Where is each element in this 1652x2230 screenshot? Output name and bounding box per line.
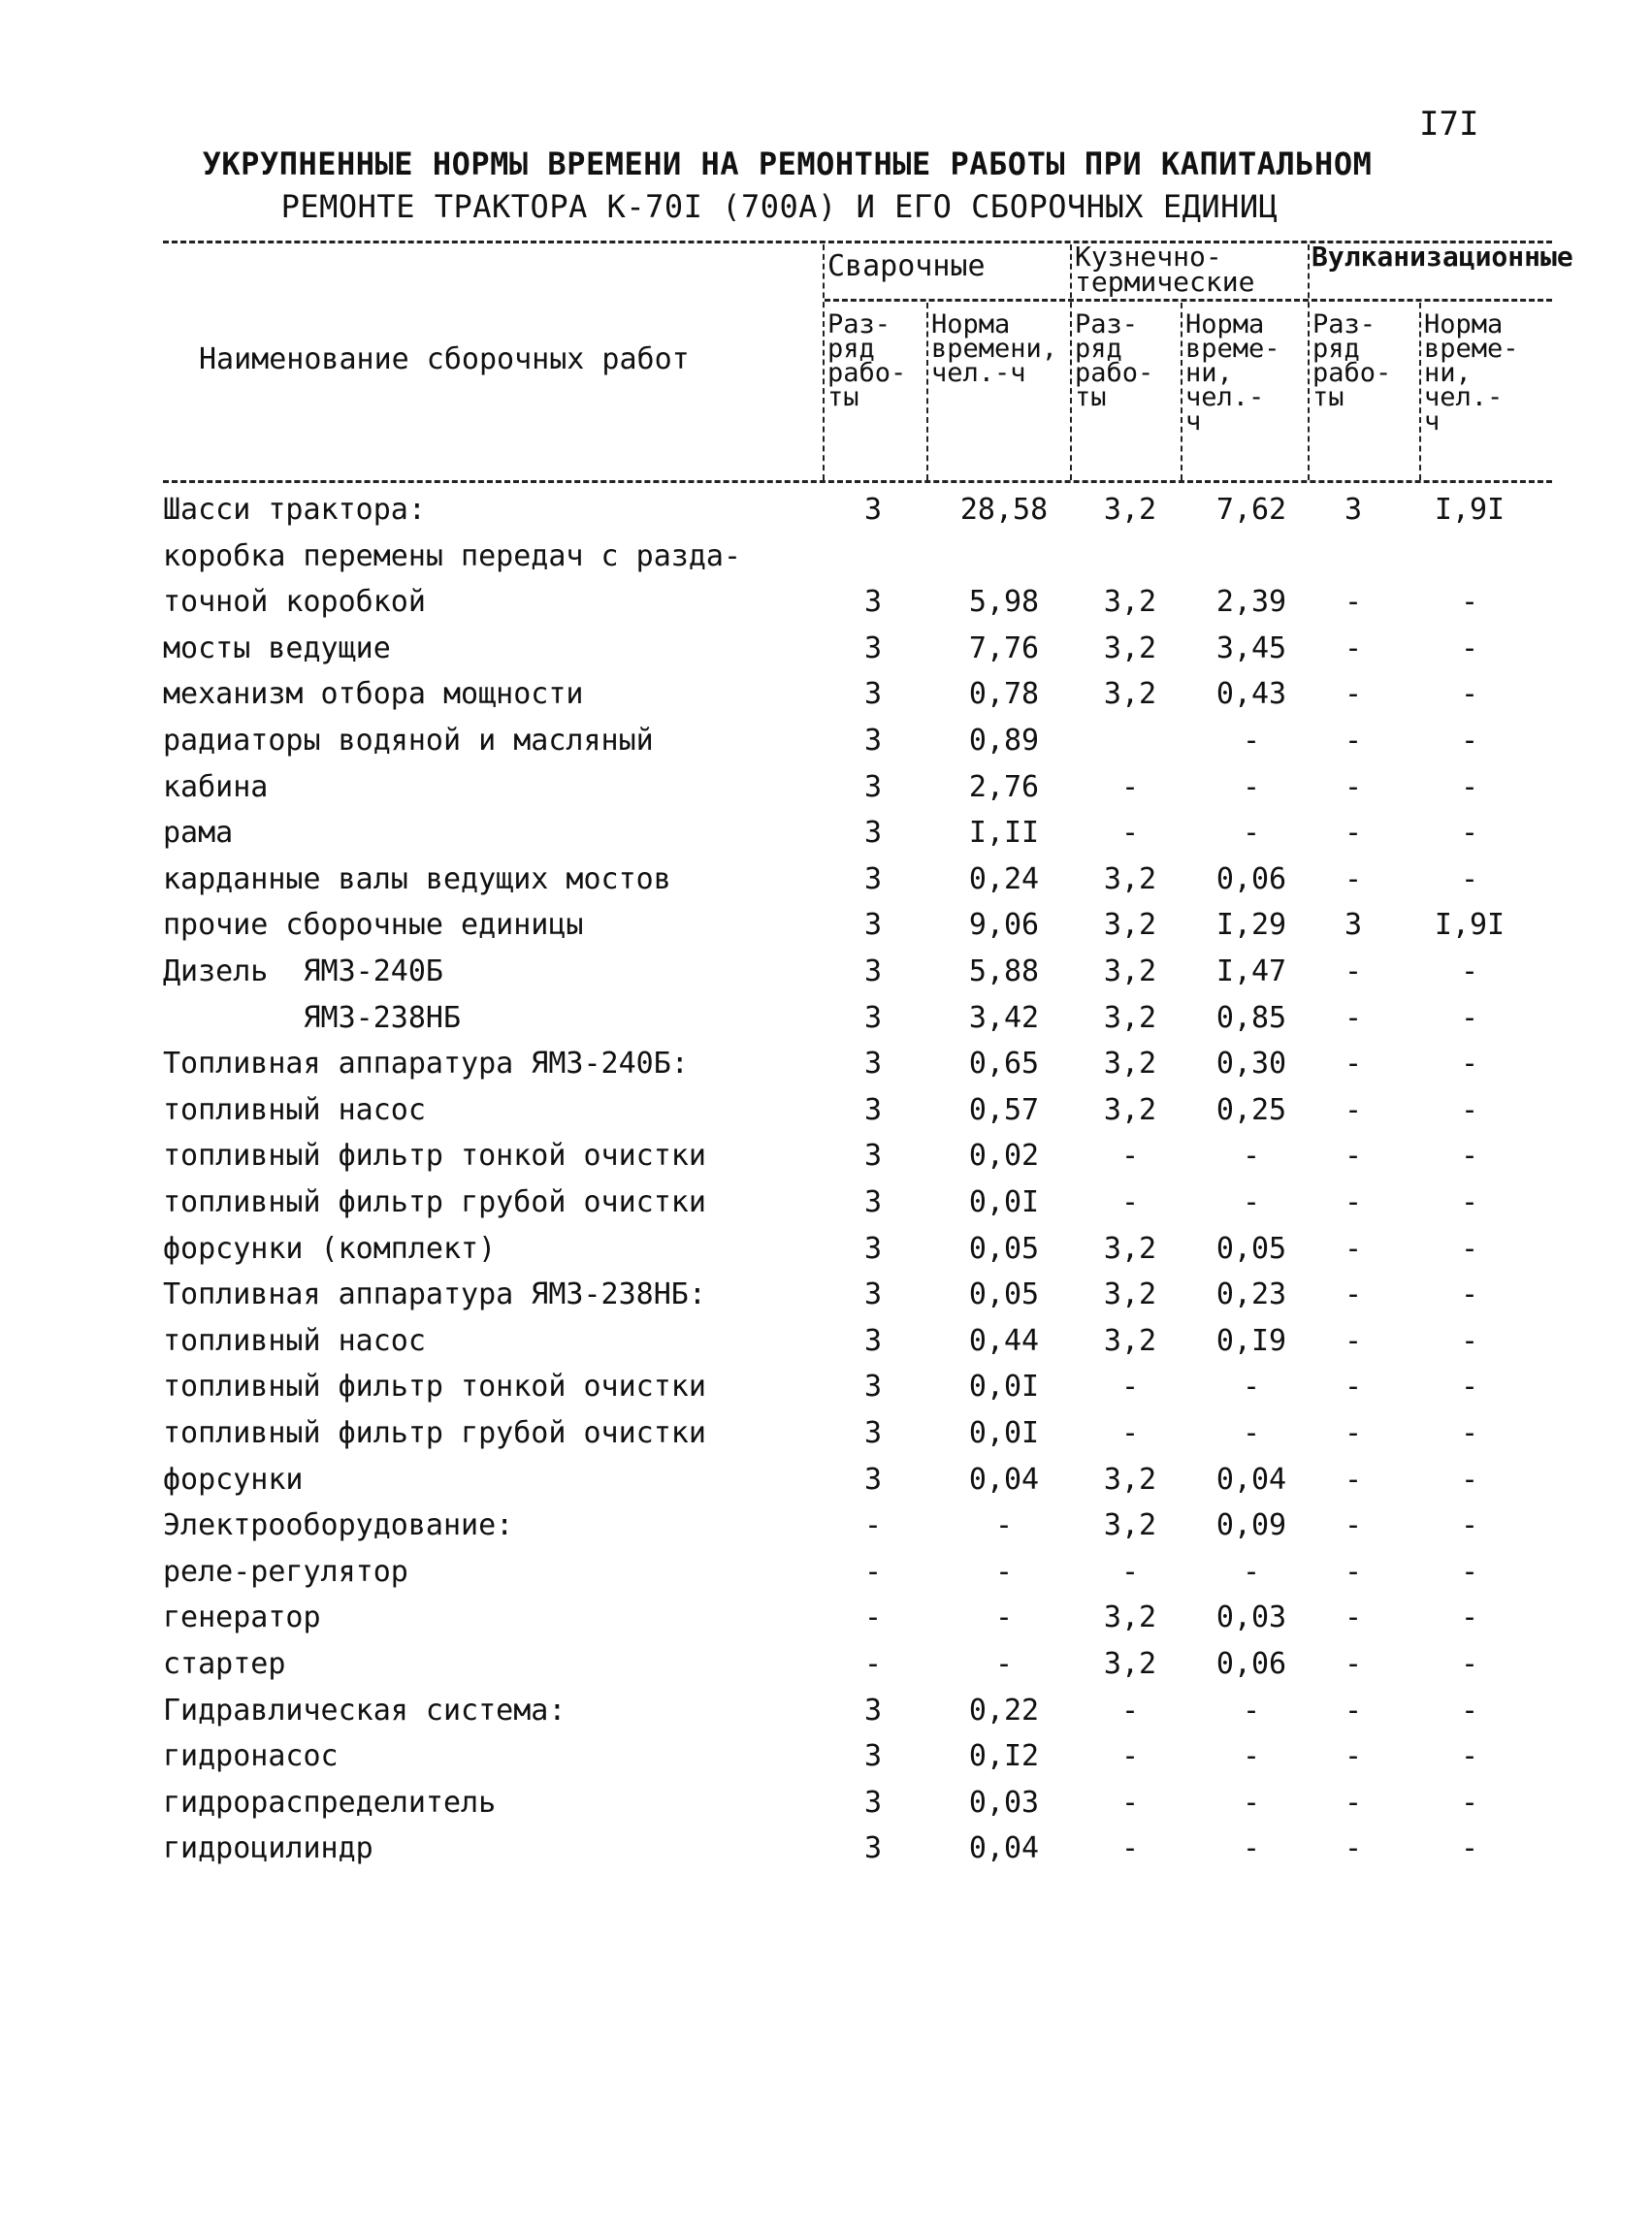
cell-vulcanizing-rank: - xyxy=(1344,1693,1363,1728)
row-name: механизм отбора мощности xyxy=(163,677,584,712)
cell-forging-norm: 2,39 xyxy=(1215,585,1287,620)
cell-vulcanizing-norm: - xyxy=(1460,1139,1479,1174)
cell-welding-norm: - xyxy=(994,1554,1014,1589)
cell-forging-rank: 3,2 xyxy=(1103,1462,1157,1497)
cell-forging-norm: - xyxy=(1242,1693,1261,1728)
cell-forging-norm: 0,03 xyxy=(1215,1600,1287,1635)
row-name: топливный фильтр тонкой очистки xyxy=(163,1139,706,1174)
cell-forging-norm: 0,85 xyxy=(1215,1000,1287,1035)
cell-vulcanizing-norm: - xyxy=(1460,816,1479,851)
cell-vulcanizing-rank: - xyxy=(1344,816,1363,851)
cell-vulcanizing-norm: I,9I xyxy=(1434,493,1506,527)
row-name: карданные валы ведущих мостов xyxy=(163,861,671,896)
cell-forging-rank: 3,2 xyxy=(1103,1508,1157,1543)
table-row xyxy=(0,810,1652,856)
cell-forging-norm: 0,I9 xyxy=(1215,1323,1287,1358)
header-group-rule xyxy=(825,299,1552,302)
cell-vulcanizing-norm: - xyxy=(1460,724,1479,758)
cell-welding-rank: 3 xyxy=(863,630,883,665)
table-row xyxy=(0,856,1652,902)
subheader-rank-2: Раз- ряд рабо- ты xyxy=(1075,309,1154,412)
cell-welding-rank: 3 xyxy=(863,816,883,851)
cell-vulcanizing-norm: - xyxy=(1460,1047,1479,1082)
table-row xyxy=(0,949,1652,994)
cell-vulcanizing-norm: I,9I xyxy=(1434,908,1506,943)
row-name: реле-регулятор xyxy=(163,1554,408,1589)
cell-welding-rank: 3 xyxy=(863,1370,883,1405)
document-title-line-2: РЕМОНТЕ ТРАКТОРА К-70I (700А) И ЕГО СБОРОЧНЫХ ЕДИНИЦ xyxy=(280,188,1279,225)
cell-vulcanizing-rank: - xyxy=(1344,1462,1363,1497)
col-divider xyxy=(1070,244,1072,480)
subheader-rank-1: Раз- ряд рабо- ты xyxy=(827,309,907,412)
cell-vulcanizing-rank: - xyxy=(1344,769,1363,804)
document-title-line-1: УКРУПНЕННЫЕ НОРМЫ ВРЕМЕНИ НА РЕМОНТНЫЕ РАБОТЫ ПРИ КАПИТАЛЬНОМ xyxy=(202,145,1373,182)
cell-vulcanizing-norm: - xyxy=(1460,1092,1479,1127)
cell-forging-norm: 0,06 xyxy=(1215,1647,1287,1681)
cell-forging-norm: I,29 xyxy=(1215,908,1287,943)
cell-welding-norm: 0,05 xyxy=(968,1231,1040,1266)
cell-forging-rank: 3,2 xyxy=(1103,1600,1157,1635)
cell-forging-norm: - xyxy=(1242,1139,1261,1174)
cell-forging-rank: 3,2 xyxy=(1103,1000,1157,1035)
cell-vulcanizing-norm: - xyxy=(1460,1600,1479,1635)
table-row xyxy=(0,1826,1652,1871)
cell-forging-rank: - xyxy=(1120,1139,1140,1174)
cell-forging-norm: 0,05 xyxy=(1215,1231,1287,1266)
cell-forging-norm: - xyxy=(1242,724,1261,758)
cell-vulcanizing-norm: - xyxy=(1460,1554,1479,1589)
cell-forging-rank: - xyxy=(1120,1185,1140,1219)
cell-welding-norm: 0,78 xyxy=(968,677,1040,712)
cell-forging-norm: 7,62 xyxy=(1215,493,1287,527)
cell-vulcanizing-rank: 3 xyxy=(1344,493,1363,527)
cell-vulcanizing-norm: - xyxy=(1460,1785,1479,1820)
cell-vulcanizing-rank: - xyxy=(1344,1047,1363,1082)
cell-welding-norm: I,II xyxy=(968,816,1040,851)
table-row xyxy=(0,533,1652,579)
cell-vulcanizing-rank: - xyxy=(1344,954,1363,988)
cell-welding-norm: 0,0I xyxy=(968,1416,1040,1450)
cell-vulcanizing-rank: - xyxy=(1344,1277,1363,1312)
row-name: генератор xyxy=(163,1600,321,1635)
cell-vulcanizing-norm: - xyxy=(1460,630,1479,665)
cell-vulcanizing-rank: - xyxy=(1344,1600,1363,1635)
cell-forging-norm: - xyxy=(1242,1370,1261,1405)
cell-vulcanizing-norm: - xyxy=(1460,1231,1479,1266)
cell-welding-rank: 3 xyxy=(863,1416,883,1450)
cell-vulcanizing-norm: - xyxy=(1460,954,1479,988)
cell-forging-rank: - xyxy=(1120,1831,1140,1866)
cell-welding-rank: 3 xyxy=(863,1000,883,1035)
table-row xyxy=(0,1503,1652,1548)
cell-vulcanizing-norm: - xyxy=(1460,1370,1479,1405)
table-row xyxy=(0,487,1652,533)
table-row xyxy=(0,626,1652,671)
cell-forging-rank: 3,2 xyxy=(1103,908,1157,943)
cell-vulcanizing-rank: - xyxy=(1344,1508,1363,1543)
cell-welding-norm: 0,44 xyxy=(968,1323,1040,1358)
table-row xyxy=(0,1041,1652,1086)
cell-welding-rank: - xyxy=(863,1600,883,1635)
cell-vulcanizing-norm: - xyxy=(1460,861,1479,896)
subheader-rank-3: Раз- ряд рабо- ты xyxy=(1312,309,1392,412)
cell-vulcanizing-rank: - xyxy=(1344,1092,1363,1127)
table-row xyxy=(0,764,1652,810)
row-name: мосты ведущие xyxy=(163,630,391,665)
cell-forging-rank: - xyxy=(1120,1370,1140,1405)
cell-forging-rank: 3,2 xyxy=(1103,861,1157,896)
cell-vulcanizing-norm: - xyxy=(1460,1000,1479,1035)
row-name: рама xyxy=(163,816,234,851)
row-name: Топливная аппаратура ЯМЗ-240Б: xyxy=(163,1047,689,1082)
cell-forging-rank: - xyxy=(1120,816,1140,851)
cell-vulcanizing-rank: - xyxy=(1344,677,1363,712)
cell-welding-norm: 0,05 xyxy=(968,1277,1040,1312)
row-name: ЯМЗ-238НБ xyxy=(163,1000,462,1035)
cell-forging-norm: - xyxy=(1242,1739,1261,1774)
cell-vulcanizing-rank: - xyxy=(1344,1370,1363,1405)
cell-welding-norm: 3,42 xyxy=(968,1000,1040,1035)
row-name: топливный насос xyxy=(163,1323,426,1358)
table-row xyxy=(0,1595,1652,1640)
cell-forging-norm: - xyxy=(1242,1785,1261,1820)
cell-vulcanizing-norm: - xyxy=(1460,1739,1479,1774)
cell-welding-rank: 3 xyxy=(863,1231,883,1266)
table-row xyxy=(0,718,1652,763)
row-name: прочие сборочные единицы xyxy=(163,908,584,943)
cell-forging-rank: - xyxy=(1120,769,1140,804)
cell-welding-rank: 3 xyxy=(863,493,883,527)
col-divider xyxy=(1181,303,1182,480)
cell-vulcanizing-rank: - xyxy=(1344,1185,1363,1219)
table-row xyxy=(0,1780,1652,1826)
row-name: радиаторы водяной и масляный xyxy=(163,724,654,758)
cell-welding-norm: 28,58 xyxy=(959,493,1049,527)
table-row xyxy=(0,671,1652,717)
table-row xyxy=(0,1133,1652,1179)
cell-vulcanizing-rank: - xyxy=(1344,724,1363,758)
cell-forging-rank: - xyxy=(1120,1785,1140,1820)
table-row xyxy=(0,1272,1652,1317)
col-divider xyxy=(1419,303,1421,480)
cell-welding-norm: - xyxy=(994,1647,1014,1681)
cell-welding-norm: 0,0I xyxy=(968,1185,1040,1219)
table-row xyxy=(0,1364,1652,1409)
row-name: Дизель ЯМЗ-240Б xyxy=(163,954,443,988)
cell-welding-norm: 0,24 xyxy=(968,861,1040,896)
page-number: I7I xyxy=(1419,105,1479,144)
header-name-column: Наименование сборочных работ xyxy=(199,342,690,376)
cell-welding-rank: 3 xyxy=(863,1693,883,1728)
cell-vulcanizing-rank: - xyxy=(1344,1831,1363,1866)
table-row xyxy=(0,1641,1652,1687)
cell-welding-norm: 7,76 xyxy=(968,630,1040,665)
cell-welding-norm: 0,04 xyxy=(968,1462,1040,1497)
cell-welding-rank: 3 xyxy=(863,769,883,804)
cell-vulcanizing-norm: - xyxy=(1460,769,1479,804)
cell-forging-rank: 3,2 xyxy=(1103,1323,1157,1358)
cell-vulcanizing-norm: - xyxy=(1460,677,1479,712)
cell-vulcanizing-rank: - xyxy=(1344,1416,1363,1450)
cell-welding-norm: 0,89 xyxy=(968,724,1040,758)
cell-forging-norm: 0,09 xyxy=(1215,1508,1287,1543)
col-divider xyxy=(926,303,928,480)
cell-forging-norm: - xyxy=(1242,1554,1261,1589)
cell-vulcanizing-rank: - xyxy=(1344,585,1363,620)
cell-welding-rank: 3 xyxy=(863,1139,883,1174)
cell-vulcanizing-norm: - xyxy=(1460,585,1479,620)
cell-welding-norm: 2,76 xyxy=(968,769,1040,804)
table-row xyxy=(0,1226,1652,1272)
cell-forging-rank: 3,2 xyxy=(1103,1092,1157,1127)
cell-forging-norm: I,47 xyxy=(1215,954,1287,988)
cell-welding-norm: 0,I2 xyxy=(968,1739,1040,1774)
cell-forging-rank: 3,2 xyxy=(1103,1231,1157,1266)
cell-vulcanizing-norm: - xyxy=(1460,1508,1479,1543)
cell-welding-rank: 3 xyxy=(863,1277,883,1312)
cell-vulcanizing-norm: - xyxy=(1460,1277,1479,1312)
cell-welding-norm: 0,57 xyxy=(968,1092,1040,1127)
row-name: гидронасос xyxy=(163,1739,339,1774)
cell-vulcanizing-rank: - xyxy=(1344,1231,1363,1266)
cell-forging-norm: 3,45 xyxy=(1215,630,1287,665)
row-name: топливный фильтр грубой очистки xyxy=(163,1416,706,1450)
cell-forging-rank: 3,2 xyxy=(1103,1047,1157,1082)
table-row xyxy=(0,1087,1652,1133)
cell-forging-norm: 0,43 xyxy=(1215,677,1287,712)
cell-forging-rank: 3,2 xyxy=(1103,493,1157,527)
cell-forging-rank: - xyxy=(1120,1554,1140,1589)
header-bottom-rule xyxy=(163,480,1552,483)
cell-forging-rank: 3,2 xyxy=(1103,1277,1157,1312)
cell-welding-rank: 3 xyxy=(863,1185,883,1219)
row-name: гидрораспределитель xyxy=(163,1785,497,1820)
table-row xyxy=(0,1733,1652,1779)
cell-vulcanizing-rank: - xyxy=(1344,1323,1363,1358)
cell-forging-rank: 3,2 xyxy=(1103,954,1157,988)
cell-welding-rank: - xyxy=(863,1647,883,1681)
cell-forging-norm: 0,23 xyxy=(1215,1277,1287,1312)
cell-vulcanizing-rank: - xyxy=(1344,1647,1363,1681)
cell-vulcanizing-rank: - xyxy=(1344,630,1363,665)
cell-welding-rank: 3 xyxy=(863,908,883,943)
table-row xyxy=(0,579,1652,625)
cell-welding-rank: 3 xyxy=(863,585,883,620)
table-row xyxy=(0,1549,1652,1595)
header-group-welding: Сварочные xyxy=(827,249,986,283)
cell-welding-norm: 0,04 xyxy=(968,1831,1040,1866)
table-row xyxy=(0,1180,1652,1225)
row-name: Топливная аппаратура ЯМЗ-238НБ: xyxy=(163,1277,706,1312)
cell-vulcanizing-rank: - xyxy=(1344,1139,1363,1174)
cell-forging-norm: 0,30 xyxy=(1215,1047,1287,1082)
cell-forging-norm: - xyxy=(1242,769,1261,804)
subheader-norm-3: Норма време- ни, чел.- ч xyxy=(1424,309,1519,436)
table-row xyxy=(0,995,1652,1041)
row-name: форсунки (комплект) xyxy=(163,1231,497,1266)
cell-welding-rank: 3 xyxy=(863,861,883,896)
cell-welding-norm: 0,65 xyxy=(968,1047,1040,1082)
row-name: Электрооборудование: xyxy=(163,1508,514,1543)
cell-welding-rank: 3 xyxy=(863,1047,883,1082)
cell-vulcanizing-rank: - xyxy=(1344,1000,1363,1035)
cell-welding-rank: 3 xyxy=(863,954,883,988)
cell-vulcanizing-norm: - xyxy=(1460,1416,1479,1450)
cell-forging-norm: 0,04 xyxy=(1215,1462,1287,1497)
cell-welding-norm: - xyxy=(994,1600,1014,1635)
cell-vulcanizing-rank: - xyxy=(1344,1785,1363,1820)
cell-vulcanizing-norm: - xyxy=(1460,1831,1479,1866)
cell-welding-norm: 0,02 xyxy=(968,1139,1040,1174)
cell-welding-rank: 3 xyxy=(863,1462,883,1497)
cell-vulcanizing-rank: - xyxy=(1344,1554,1363,1589)
cell-welding-rank: 3 xyxy=(863,1739,883,1774)
cell-vulcanizing-norm: - xyxy=(1460,1462,1479,1497)
subheader-norm-2: Норма време- ни, чел.- ч xyxy=(1185,309,1280,436)
subheader-norm-1: Норма времени, чел.-ч xyxy=(931,309,1058,388)
cell-welding-norm: - xyxy=(994,1508,1014,1543)
cell-vulcanizing-rank: 3 xyxy=(1344,908,1363,943)
cell-forging-norm: - xyxy=(1242,1416,1261,1450)
cell-vulcanizing-rank: - xyxy=(1344,1739,1363,1774)
row-name: топливный насос xyxy=(163,1092,426,1127)
table-row xyxy=(0,1318,1652,1364)
header-group-forging: Кузнечно-термические xyxy=(1075,241,1255,298)
row-name: точной коробкой xyxy=(163,585,426,620)
cell-welding-rank: 3 xyxy=(863,1323,883,1358)
cell-forging-rank: 3,2 xyxy=(1103,585,1157,620)
cell-vulcanizing-norm: - xyxy=(1460,1647,1479,1681)
table-row xyxy=(0,1688,1652,1733)
row-name: гидроцилиндр xyxy=(163,1831,373,1866)
row-name: форсунки xyxy=(163,1462,304,1497)
table-row xyxy=(0,902,1652,948)
cell-vulcanizing-norm: - xyxy=(1460,1693,1479,1728)
cell-welding-norm: 0,22 xyxy=(968,1693,1040,1728)
cell-welding-rank: - xyxy=(863,1554,883,1589)
row-name: кабина xyxy=(163,769,269,804)
col-divider xyxy=(1308,244,1310,480)
cell-welding-norm: 0,03 xyxy=(968,1785,1040,1820)
row-name: топливный фильтр грубой очистки xyxy=(163,1185,706,1219)
cell-forging-rank: 3,2 xyxy=(1103,677,1157,712)
row-name: стартер xyxy=(163,1647,286,1681)
row-name: топливный фильтр тонкой очистки xyxy=(163,1370,706,1405)
cell-forging-norm: - xyxy=(1242,1185,1261,1219)
table-row xyxy=(0,1410,1652,1456)
cell-welding-norm: 9,06 xyxy=(968,908,1040,943)
col-divider xyxy=(823,244,825,480)
table-row xyxy=(0,1457,1652,1503)
cell-forging-norm: 0,25 xyxy=(1215,1092,1287,1127)
cell-welding-norm: 0,0I xyxy=(968,1370,1040,1405)
cell-welding-norm: 5,88 xyxy=(968,954,1040,988)
cell-welding-rank: 3 xyxy=(863,1092,883,1127)
cell-vulcanizing-norm: - xyxy=(1460,1323,1479,1358)
row-name: Гидравлическая система: xyxy=(163,1693,567,1728)
cell-vulcanizing-rank: - xyxy=(1344,861,1363,896)
cell-welding-norm: 5,98 xyxy=(968,585,1040,620)
cell-welding-rank: 3 xyxy=(863,677,883,712)
cell-forging-rank: - xyxy=(1120,1739,1140,1774)
cell-welding-rank: 3 xyxy=(863,1785,883,1820)
cell-forging-rank: - xyxy=(1120,1416,1140,1450)
header-group-vulcanizing: Вулканизационные xyxy=(1312,241,1573,273)
cell-forging-norm: - xyxy=(1242,1831,1261,1866)
cell-welding-rank: 3 xyxy=(863,724,883,758)
row-name: Шасси трактора: xyxy=(163,493,426,527)
cell-forging-norm: - xyxy=(1242,816,1261,851)
cell-vulcanizing-norm: - xyxy=(1460,1185,1479,1219)
cell-forging-rank: 3,2 xyxy=(1103,630,1157,665)
cell-welding-rank: - xyxy=(863,1508,883,1543)
cell-forging-rank: - xyxy=(1120,1693,1140,1728)
row-name: коробка перемены передач с разда- xyxy=(163,538,742,573)
cell-welding-rank: 3 xyxy=(863,1831,883,1866)
cell-forging-rank: 3,2 xyxy=(1103,1647,1157,1681)
cell-forging-norm: 0,06 xyxy=(1215,861,1287,896)
